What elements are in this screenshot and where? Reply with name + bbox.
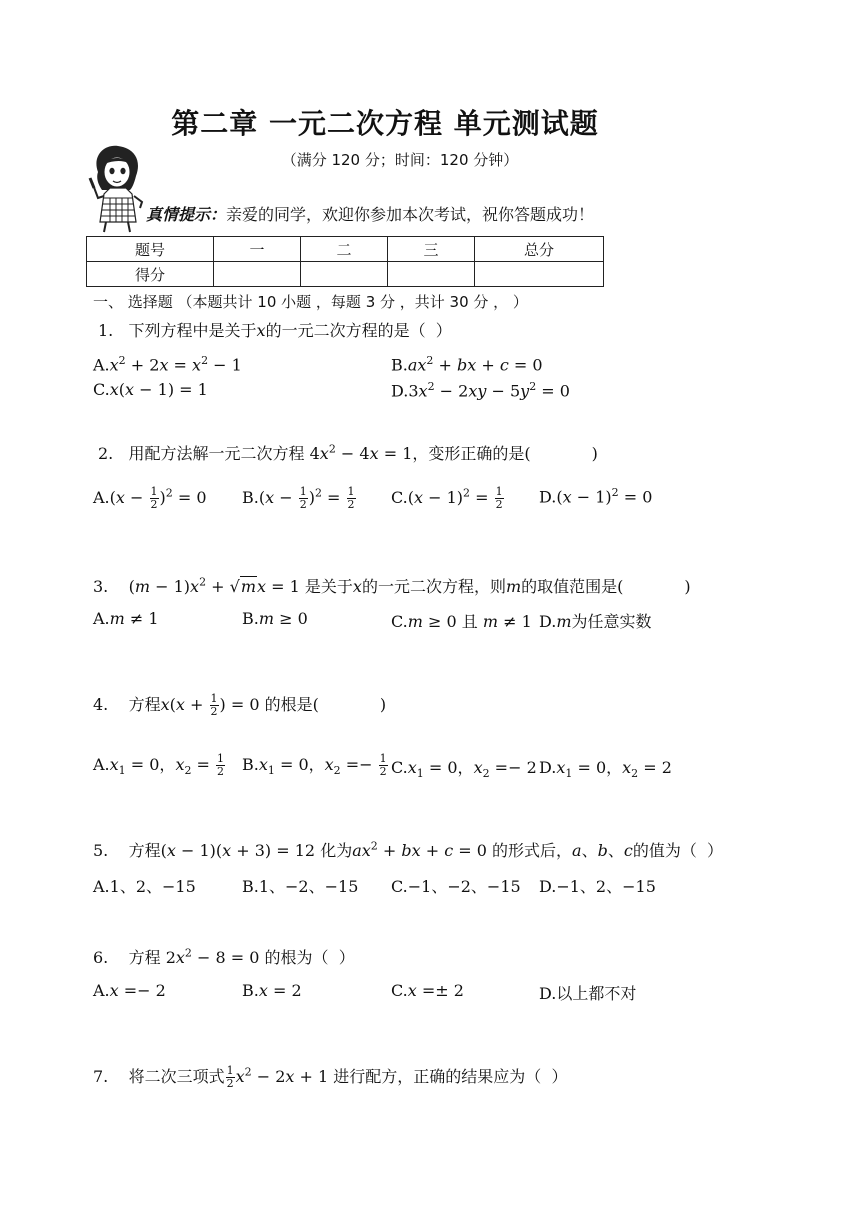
table-cell-question-number: 题号	[87, 237, 214, 262]
question-number: 7.	[93, 1067, 109, 1086]
option-2b[interactable]: B.(x − $\frac{1}{2}$ )$^2$ = $\frac{1}{2}$	[242, 485, 355, 511]
option-3d[interactable]: D.m为任意实数	[539, 612, 652, 631]
question-number: 5.	[93, 841, 109, 860]
student-avatar-illustration	[84, 142, 148, 234]
section-heading: 一、 选择题 （本题共计 10 小题 ，每题 3 分 ，共计 30 分 ， ）	[93, 293, 528, 311]
tip-label: 真情提示：	[146, 205, 227, 224]
score-entry-part-2[interactable]	[301, 262, 388, 287]
table-cell-part-1: 一	[214, 237, 301, 262]
option-3b[interactable]: B.m ≥ 0	[242, 609, 308, 628]
option-5b[interactable]: B.1、−2、−15	[242, 877, 359, 896]
question-1: 1. 下列方程中是关于x的一元二次方程的是（ ）	[98, 321, 452, 340]
option-1a[interactable]: $A.x^2 + 2x = x^2 - 1$	[93, 354, 242, 375]
question-number: 1.	[98, 321, 114, 340]
page-title: 第二章 一元二次方程 单元测试题	[171, 107, 599, 140]
page-subtitle: （满分 120 分；时间：120 分钟）	[281, 151, 519, 169]
option-4d[interactable]: $D.x_1 = 0$，$x_2 = 2$	[539, 758, 672, 781]
option-3a[interactable]: A.m ≠ 1	[93, 609, 159, 628]
option-6b[interactable]: B.x = 2	[242, 981, 302, 1000]
score-table-score-row	[87, 262, 604, 287]
option-1c[interactable]: C.x(x − 1) = 1	[93, 380, 208, 399]
score-entry-part-3[interactable]	[388, 262, 475, 287]
option-2c[interactable]: $C.(x - 1)^2$ = $\frac{1}{2}$	[391, 485, 503, 511]
option-4b[interactable]: $B.x_1 = 0$，$x_2$ =− $\frac{1}{2}$	[242, 752, 387, 778]
question-number: 2.	[98, 444, 114, 463]
option-2a[interactable]: A.(x − $\frac{1}{2}$ )$^2$ = 0	[93, 485, 207, 511]
question-4: 4. 方程x(x + $\frac{1}{2}$ ) = 0 的根是( )	[93, 692, 387, 718]
option-5d[interactable]: D.−1、2、−15	[539, 877, 656, 896]
encouragement-tip	[146, 202, 594, 225]
question-number: 4.	[93, 695, 109, 714]
option-5a[interactable]: A.1、2、−15	[93, 877, 196, 896]
score-entry-total[interactable]	[475, 262, 604, 287]
option-6c[interactable]: C.x =± 2	[391, 981, 464, 1000]
question-2: 2. 用配方法解一元二次方程 $4x^2 - 4x = 1$，变形正确的是( )	[98, 442, 598, 463]
table-cell-score-label: 得分	[87, 262, 214, 287]
question-5: 5. 方程(x − 1)(x + 3) = 12 化为$ax^2$ + bx + c = 0 的形式后，a、b、c的值为（ ）	[93, 839, 723, 860]
option-1b[interactable]: $B.ax^2$ + bx + c = 0	[391, 354, 543, 375]
option-2d[interactable]: $D.(x - 1)^2 = 0$	[539, 486, 653, 507]
option-4c[interactable]: $C.x_1 = 0$，$x_2 =- 2$	[391, 758, 537, 781]
option-6d[interactable]: D.以上都不对	[539, 984, 637, 1003]
option-5c[interactable]: C.−1、−2、−15	[391, 877, 521, 896]
question-7: 7. 将二次三项式 $\frac{1}{2}$ $x^2 - 2x + 1$ 进行配方，正确的结果应为（ ）	[93, 1064, 568, 1090]
option-3c[interactable]: C.m ≥ 0 且 m ≠ 1	[391, 612, 532, 631]
question-3: 3. $(m - 1)x^2 + √mx = 1$ 是关于x的一元二次方程，则m的取值范围是( )	[93, 575, 691, 596]
score-entry-part-1[interactable]	[214, 262, 301, 287]
option-1d[interactable]: $D.3x^2 - 2xy - 5y^2 = 0$	[391, 380, 570, 401]
score-table-header-row	[87, 237, 604, 262]
option-6a[interactable]: A.x =− 2	[93, 981, 166, 1000]
table-cell-total: 总分	[475, 237, 604, 262]
question-6: 6. 方程 $2x^2 - 8 = 0$ 的根为（ ）	[93, 946, 355, 967]
question-number: 3.	[93, 577, 109, 596]
table-cell-part-3: 三	[388, 237, 475, 262]
tip-text: 亲爱的同学，欢迎你参加本次考试，祝你答题成功！	[226, 205, 595, 224]
option-4a[interactable]: $A.x_1 = 0$，$x_2$ = $\frac{1}{2}$	[93, 752, 225, 778]
score-table	[86, 236, 604, 287]
table-cell-part-2: 二	[301, 237, 388, 262]
question-number: 6.	[93, 948, 109, 967]
